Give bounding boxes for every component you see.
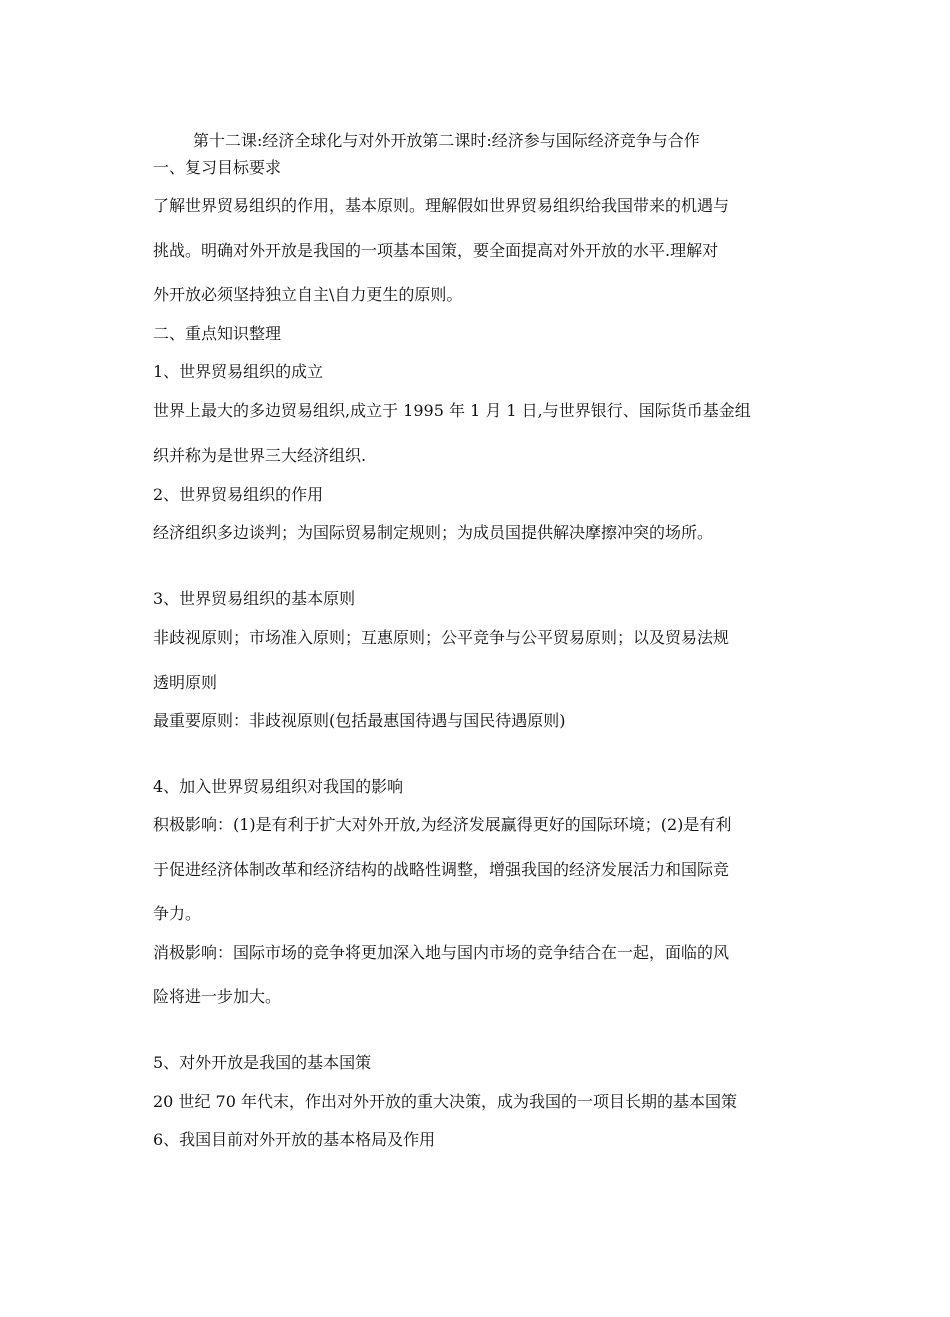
document-title: 第十二课:经济全球化与对外开放第二课时:经济参与国际经济竞争与合作 (193, 131, 700, 150)
paragraph-line: 挑战。明确对外开放是我国的一项基本国策，要全面提高对外开放的水平.理解对 (153, 241, 719, 260)
paragraph-line: 20 世纪 70 年代末，作出对外开放的重大决策，成为我国的一项目长期的基本国策 (153, 1092, 737, 1111)
paragraph-line: 积极影响：(1)是有利于扩大对外开放,为经济发展赢得更好的国际环境；(2)是有利 (153, 815, 732, 834)
paragraph-line: 争力。 (153, 904, 202, 923)
paragraph-line: 织并称为是世界三大经济组织. (153, 446, 367, 465)
paragraph-line: 非歧视原则；市场准入原则；互惠原则；公平竞争与公平贸易原则；以及贸易法规 (153, 628, 730, 647)
subsection-heading: 2、世界贸易组织的作用 (153, 485, 324, 504)
subsection-heading: 1、世界贸易组织的成立 (153, 362, 324, 381)
paragraph-line: 消极影响：国际市场的竞争将更加深入地与国内市场的竞争结合在一起，面临的风 (153, 943, 730, 962)
paragraph-line: 世界上最大的多边贸易组织,成立于 1995 年 1 月 1 日,与世界银行、国际货币基金组 (153, 401, 751, 420)
paragraph-line: 于促进经济体制改革和经济结构的战略性调整，增强我国的经济发展活力和国际竞 (153, 860, 730, 879)
paragraph-line: 最重要原则：非歧视原则(包括最惠国待遇与国民待遇原则) (153, 711, 566, 730)
subsection-heading: 5、对外开放是我国的基本国策 (153, 1053, 372, 1072)
section-heading: 一、复习目标要求 (153, 158, 282, 177)
paragraph-line: 外开放必须坚持独立自主\自力更生的原则。 (153, 285, 463, 304)
subsection-heading: 4、加入世界贸易组织对我国的影响 (153, 777, 404, 796)
paragraph-line: 透明原则 (153, 673, 218, 692)
subsection-heading: 6、我国目前对外开放的基本格局及作用 (153, 1130, 436, 1149)
paragraph-line: 险将进一步加大。 (153, 987, 282, 1006)
paragraph-line: 经济组织多边谈判；为国际贸易制定规则；为成员国提供解决摩擦冲突的场所。 (153, 523, 714, 542)
section-heading: 二、重点知识整理 (153, 324, 282, 343)
paragraph-line: 了解世界贸易组织的作用，基本原则。理解假如世界贸易组织给我国带来的机遇与 (153, 196, 730, 215)
subsection-heading: 3、世界贸易组织的基本原则 (153, 589, 356, 608)
